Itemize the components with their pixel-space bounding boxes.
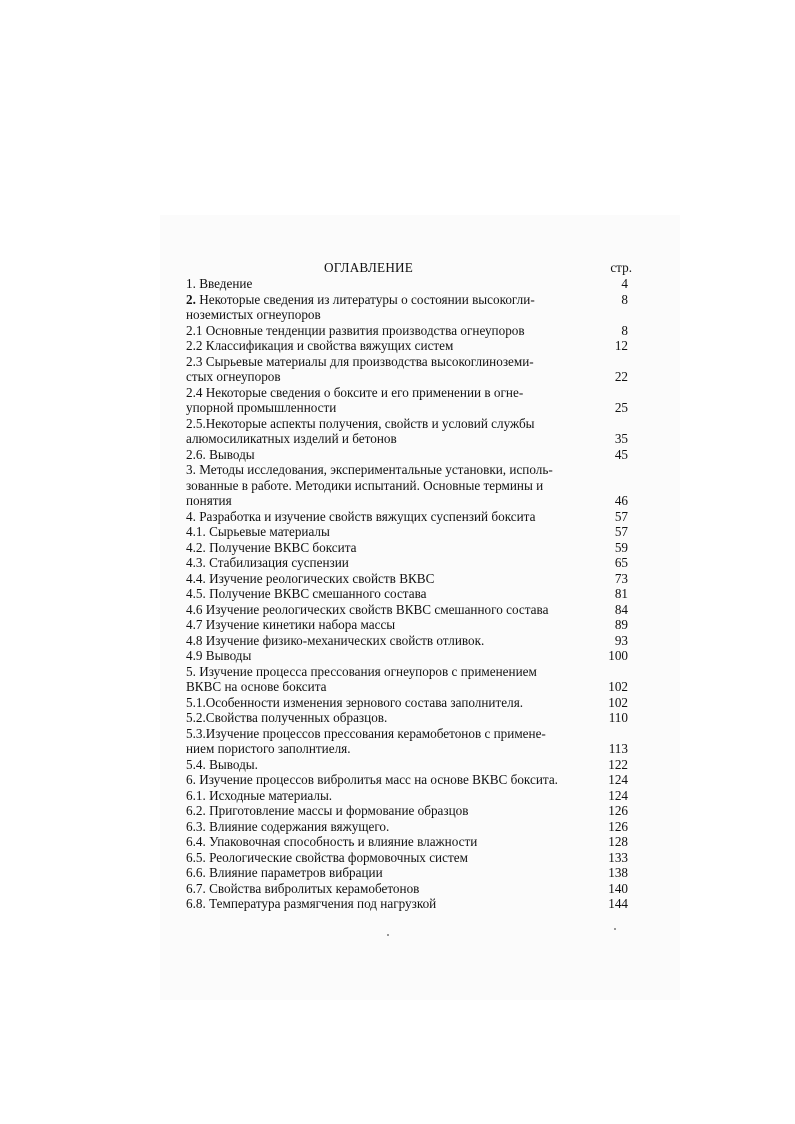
toc-entry bbox=[186, 338, 632, 354]
toc-entry-text: 5.1.Особенности изменения зернового состава заполнителя. bbox=[186, 694, 524, 710]
toc-entry-text: 6.6. Влияние параметров вибрации bbox=[186, 865, 383, 880]
toc-entry-page: 124 bbox=[608, 772, 628, 787]
toc-entry-line bbox=[186, 695, 562, 711]
toc-entry-line bbox=[186, 540, 562, 556]
toc-entry-text: 5.2.Свойства полученных образцов. bbox=[186, 710, 388, 725]
toc-entry-page: 12 bbox=[614, 338, 628, 353]
toc-entry-line bbox=[186, 617, 562, 633]
toc-entry-text: 4.7 Изучение кинетики набора массы bbox=[186, 617, 396, 632]
toc-entry-text: 6.5. Реологические свойства формовочных систем bbox=[186, 849, 468, 865]
toc-entry-line bbox=[186, 803, 562, 819]
toc-entry-line bbox=[186, 648, 562, 664]
toc-entry-line bbox=[186, 741, 562, 757]
toc-entry-text: ноземистых огнеупоров bbox=[186, 307, 321, 322]
toc-entry-line bbox=[186, 571, 562, 587]
toc-entry bbox=[186, 354, 632, 385]
toc-entry-line bbox=[186, 819, 562, 835]
toc-entry-page: 81 bbox=[614, 586, 628, 601]
toc-entry bbox=[186, 710, 632, 726]
toc-entry-page: 84 bbox=[614, 601, 628, 617]
toc-entry bbox=[186, 633, 632, 649]
toc-entry bbox=[186, 896, 632, 912]
toc-entry-text: 4.6 Изучение реологических свойств ВКВС смешанного состава bbox=[186, 601, 549, 617]
toc-entry-page: 57 bbox=[614, 508, 628, 524]
toc-entry-line bbox=[186, 710, 562, 726]
toc-entry-text: 5.3.Изучение процессов прессования керамобетонов с примене- bbox=[186, 725, 546, 741]
toc-entry-page: 102 bbox=[608, 694, 628, 710]
toc-entry-line bbox=[186, 896, 562, 912]
toc-entry-text: 6.4. Упаковочная способность и влияние влажности bbox=[186, 834, 478, 849]
toc-entry bbox=[186, 850, 632, 866]
toc-entry bbox=[186, 819, 632, 835]
toc-entry-text: 6.7. Свойства вибролитых керамобетонов bbox=[186, 880, 420, 896]
toc-entry-text: понятия bbox=[186, 493, 232, 508]
toc-entry-page: 124 bbox=[608, 787, 628, 803]
toc-entry bbox=[186, 648, 632, 664]
toc-entry-text: 6.2. Приготовление массы и формование образцов bbox=[186, 803, 469, 818]
toc-entry-page: 138 bbox=[608, 865, 628, 880]
toc-entry-text: 2.4 Некоторые сведения о боксите и его применении в огне- bbox=[186, 384, 524, 400]
toc-entry-line bbox=[186, 788, 562, 804]
toc-entries bbox=[186, 276, 632, 912]
toc-entry bbox=[186, 447, 632, 463]
toc-entry-page: 4 bbox=[621, 276, 628, 291]
toc-entry-page: 73 bbox=[614, 570, 628, 586]
toc-entry-page: 59 bbox=[614, 539, 628, 555]
toc-entry bbox=[186, 726, 632, 757]
toc-title: ОГЛАВЛЕНИЕ bbox=[324, 260, 414, 275]
toc-entry-page: 65 bbox=[614, 555, 628, 570]
toc-entry-text: 6.8. Температура размягчения под нагрузкой bbox=[186, 896, 437, 911]
toc-entry bbox=[186, 881, 632, 897]
toc-entry bbox=[186, 385, 632, 416]
toc-entry-page: 22 bbox=[614, 369, 628, 384]
toc-entry bbox=[186, 757, 632, 773]
toc-entry-text: 2.2 Классификация и свойства вяжущих систем bbox=[186, 338, 454, 353]
toc-entry-page: 110 bbox=[608, 710, 628, 725]
toc-entry-line bbox=[186, 772, 562, 788]
toc-entry-page: 35 bbox=[614, 431, 628, 446]
toc-entry-line bbox=[186, 493, 562, 509]
toc-entry bbox=[186, 788, 632, 804]
toc-entry-page: 122 bbox=[608, 756, 628, 772]
toc-entry-text: 4.3. Стабилизация суспензии bbox=[186, 555, 349, 570]
toc-entry-line bbox=[186, 292, 562, 308]
toc-entry bbox=[186, 865, 632, 881]
toc-entry-text: алюмосиликатных изделий и бетонов bbox=[186, 431, 397, 446]
toc-entry-text: нием пористого заполнтиеля. bbox=[186, 741, 351, 756]
toc-entry-page: 46 bbox=[614, 493, 628, 508]
toc-entry-line bbox=[186, 555, 562, 571]
toc-entry-line bbox=[186, 726, 562, 742]
toc-entry-line bbox=[186, 664, 562, 680]
toc-entry-text: 5. Изучение процесса прессования огнеупоров с применением bbox=[186, 663, 537, 679]
toc-entry-text: 2.5.Некоторые аспекты получения, свойств и условий службы bbox=[186, 415, 535, 431]
toc-entry-line bbox=[186, 369, 562, 385]
toc-entry-text: 6.1. Исходные материалы. bbox=[186, 787, 333, 803]
toc-entry-line bbox=[186, 586, 562, 602]
toc-entry-line bbox=[186, 633, 562, 649]
toc-entry-page: 140 bbox=[608, 880, 628, 896]
toc-entry-line bbox=[186, 462, 562, 478]
toc-entry-page: 144 bbox=[608, 896, 628, 911]
toc-entry-number: 2. bbox=[186, 291, 196, 307]
toc-entry-page: 8 bbox=[621, 322, 628, 338]
toc-entry-page: 100 bbox=[608, 648, 628, 663]
scan-speck bbox=[614, 928, 616, 930]
toc-entry-line bbox=[186, 431, 562, 447]
toc-entry-text: зованные в работе. Методики испытаний. Основные термины и bbox=[186, 477, 544, 493]
toc-entry-text: стых огнеупоров bbox=[186, 369, 281, 384]
toc-entry bbox=[186, 462, 632, 509]
page-column-header: стр. bbox=[610, 260, 632, 275]
toc-entry-line bbox=[186, 834, 562, 850]
toc-entry bbox=[186, 555, 632, 571]
toc-entry-line bbox=[186, 865, 562, 881]
toc-entry-text: 4.9 Выводы bbox=[186, 648, 252, 663]
toc-entry-text: 2.3 Сырьевые материалы для производства высокоглиноземи- bbox=[186, 353, 534, 369]
toc-entry-text: 4.5. Получение ВКВС смешанного состава bbox=[186, 586, 427, 601]
table-of-contents bbox=[186, 259, 632, 912]
toc-entry-text: 4.8 Изучение физико-механических свойств отливок. bbox=[186, 632, 485, 648]
toc-entry-line bbox=[186, 276, 562, 292]
toc-entry-page: 113 bbox=[608, 741, 628, 756]
toc-entry-line bbox=[186, 400, 562, 416]
toc-entry-page: 102 bbox=[608, 679, 628, 694]
toc-entry-line bbox=[186, 323, 562, 339]
toc-entry bbox=[186, 540, 632, 556]
toc-entry bbox=[186, 664, 632, 695]
toc-entry-text: упорной промышленности bbox=[186, 400, 337, 415]
toc-entry-line bbox=[186, 478, 562, 494]
toc-entry-text: 4.4. Изучение реологических свойств ВКВС bbox=[186, 570, 435, 586]
toc-entry bbox=[186, 803, 632, 819]
toc-entry-page: 25 bbox=[614, 400, 628, 415]
toc-entry bbox=[186, 292, 632, 323]
toc-entry-page: 93 bbox=[614, 632, 628, 648]
toc-entry-page: 45 bbox=[614, 446, 628, 462]
toc-entry-text: 5.4. Выводы. bbox=[186, 756, 258, 772]
toc-entry bbox=[186, 276, 632, 292]
toc-entry-page: 126 bbox=[608, 818, 628, 834]
toc-entry-line bbox=[186, 416, 562, 432]
toc-entry-line bbox=[186, 354, 562, 370]
toc-header bbox=[186, 259, 632, 276]
toc-entry-page: 128 bbox=[608, 834, 628, 849]
toc-entry bbox=[186, 524, 632, 540]
toc-entry-line bbox=[186, 509, 562, 525]
toc-entry bbox=[186, 772, 632, 788]
toc-entry bbox=[186, 834, 632, 850]
toc-entry bbox=[186, 416, 632, 447]
toc-entry-page: 57 bbox=[614, 524, 628, 539]
toc-entry bbox=[186, 323, 632, 339]
toc-entry-line bbox=[186, 679, 562, 695]
toc-entry-line bbox=[186, 602, 562, 618]
toc-entry-text: 4.1. Сырьевые материалы bbox=[186, 524, 330, 539]
toc-entry-text: 4. Разработка и изучение свойств вяжущих суспензий боксита bbox=[186, 508, 536, 524]
toc-entry-text: 1. Введение bbox=[186, 276, 253, 291]
toc-entry-line bbox=[186, 850, 562, 866]
scan-speck bbox=[387, 934, 389, 936]
toc-entry-line bbox=[186, 881, 562, 897]
toc-entry-text: 4.2. Получение ВКВС боксита bbox=[186, 539, 357, 555]
toc-entry-text: 6. Изучение процессов вибролитья масс на основе ВКВС боксита. bbox=[186, 772, 558, 787]
toc-entry-text: 2.1 Основные тенденции развития производства огнеупоров bbox=[186, 322, 525, 338]
toc-entry-page: 8 bbox=[621, 291, 628, 307]
toc-entry-text: ВКВС на основе боксита bbox=[186, 679, 327, 694]
toc-entry-line bbox=[186, 447, 562, 463]
toc-entry-page: 89 bbox=[614, 617, 628, 632]
toc-entry-line bbox=[186, 385, 562, 401]
toc-entry bbox=[186, 695, 632, 711]
toc-entry bbox=[186, 586, 632, 602]
toc-entry-page: 126 bbox=[608, 803, 628, 818]
toc-entry-page: 133 bbox=[608, 849, 628, 865]
toc-entry-line bbox=[186, 307, 562, 323]
toc-entry bbox=[186, 571, 632, 587]
toc-entry-text: 3. Методы исследования, экспериментальные установки, исполь- bbox=[186, 462, 553, 477]
toc-entry-line bbox=[186, 338, 562, 354]
toc-entry-text: 6.3. Влияние содержания вяжущего. bbox=[186, 818, 390, 834]
toc-entry bbox=[186, 509, 632, 525]
toc-entry bbox=[186, 617, 632, 633]
toc-entry-line bbox=[186, 757, 562, 773]
toc-entry-line bbox=[186, 524, 562, 540]
toc-entry bbox=[186, 602, 632, 618]
toc-entry-text: 2.6. Выводы bbox=[186, 446, 255, 462]
toc-entry-text: Некоторые сведения из литературы о состоянии высокогли- bbox=[195, 291, 535, 307]
